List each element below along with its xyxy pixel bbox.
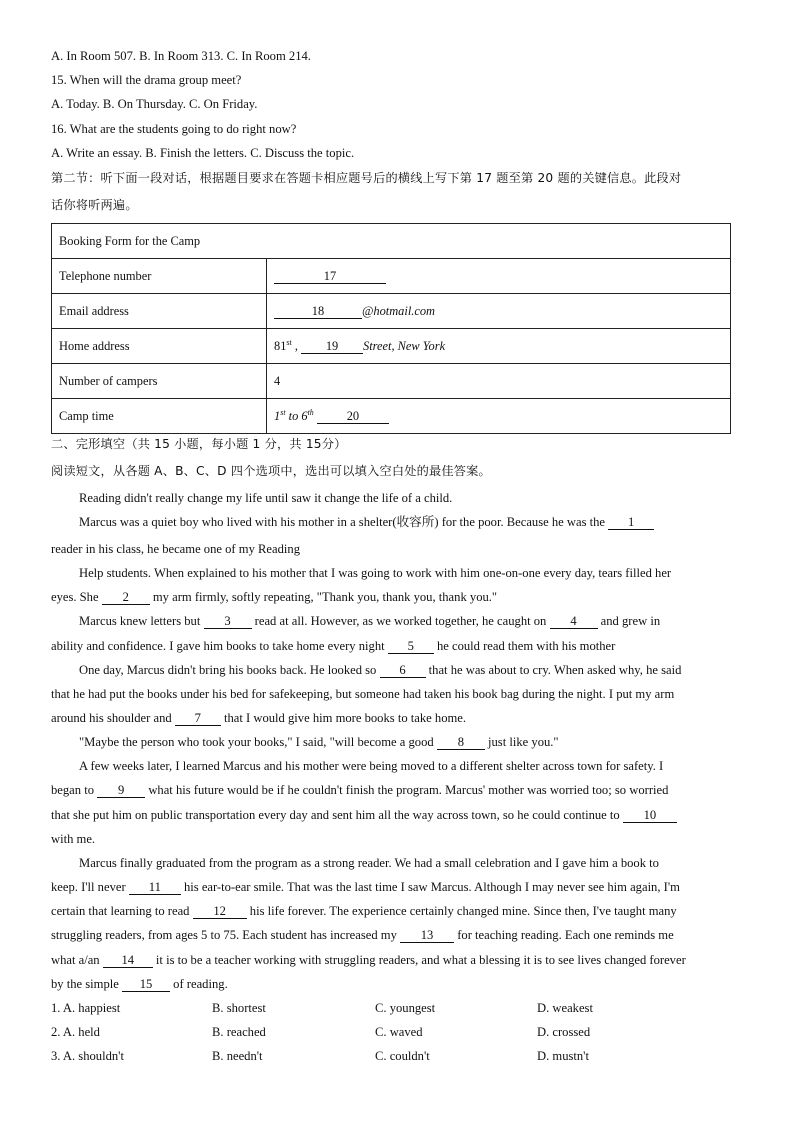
passage-line: Reading didn't really change my life until saw it change the life of a child. [79, 491, 453, 505]
option-b: B. needn't [212, 1049, 263, 1063]
passage-line: certain that learning to read 12 his life forever. The experience certainly changed mine. Since then, I've taught many [51, 904, 677, 918]
answer-blank-17: 17 [274, 270, 386, 284]
form-label: Telephone number [52, 259, 267, 294]
answer-blank-14: 14 [103, 954, 153, 968]
option-d: D. weakest [537, 1001, 593, 1015]
passage-line: with me. [51, 832, 96, 846]
passage-line: what a/an 14 it is to be a teacher working with struggling readers, and what a blessing it is to see lives changed forever [51, 953, 686, 967]
passage-line: Marcus knew letters but 3 read at all. However, as we worked together, he caught on 4 and grew in [79, 614, 661, 628]
option-d: D. crossed [537, 1025, 591, 1039]
option-a: 1. A. happiest [51, 1001, 121, 1015]
answer-blank-6: 6 [380, 664, 426, 678]
answer-blank-19: 19 [301, 340, 363, 354]
cloze-heading: 二、完形填空（共 15 小题，每小题 1 分，共 15分） [51, 437, 347, 451]
answer-blank-1: 1 [608, 516, 654, 530]
section2-instruction-line1: 第二节：听下面一段对话，根据题目要求在答题卡相应题号后的横线上写下第 17 题至第 20 题的关键信息。此段对 [51, 171, 682, 185]
form-label: Home address [52, 329, 267, 364]
answer-blank-4: 4 [550, 615, 598, 629]
form-value: 81st , 19 Street, New York [267, 329, 731, 364]
form-row-telephone [52, 259, 731, 294]
option-c: C. youngest [375, 1001, 436, 1015]
passage-line: A few weeks later, I learned Marcus and his mother were being moved to a different shelter across town for safety. I [79, 759, 664, 773]
form-title-row [52, 224, 731, 259]
answer-blank-5: 5 [388, 640, 434, 654]
passage-line: One day, Marcus didn't bring his books back. He looked so 6 that he was about to cry. When asked why, he said [79, 663, 682, 677]
q14-options: A. In Room 507. B. In Room 313. C. In Room 214. [51, 49, 311, 63]
passage-line: Help students. When explained to his mother that I was going to work with him one-on-one every day, tears filled her [79, 566, 672, 580]
form-label: Email address [52, 294, 267, 329]
passage-line: that he had put the books under his bed for safekeeping, but someone had taken his book bag during the night. I put my arm [51, 687, 675, 701]
passage-line: "Maybe the person who took your books," I said, "will become a good 8 just like you." [79, 735, 559, 749]
form-row-camp-time [52, 399, 731, 434]
passage-line: reader in his class, he became one of my Reading [51, 542, 300, 556]
passage-line: by the simple 15 of reading. [51, 977, 228, 991]
passage-line: Marcus finally graduated from the program as a strong reader. We had a small celebration and I gave him a book to [79, 856, 659, 870]
passage-line: ability and confidence. I gave him books to take home every night 5 he could read them with his mother [51, 639, 616, 653]
answer-blank-13: 13 [400, 929, 454, 943]
passage-line: eyes. She 2 my arm firmly, softly repeating, "Thank you, thank you, thank you." [51, 590, 498, 604]
section2-instruction-line2: 话你将听两遍。 [51, 198, 138, 212]
q15-options: A. Today. B. On Thursday. C. On Friday. [51, 97, 258, 111]
form-label: Number of campers [52, 364, 267, 399]
form-value [267, 399, 731, 434]
camp-end-suffix: th [307, 407, 314, 417]
q16-question: 16. What are the students going to do right now? [51, 122, 297, 136]
form-label: Camp time [52, 399, 267, 434]
camp-start-suffix: st [280, 407, 286, 417]
passage-line: around his shoulder and 7 that I would give him more books to take home. [51, 711, 467, 725]
form-value [267, 259, 731, 294]
option-c: C. couldn't [375, 1049, 430, 1063]
option-b: B. reached [212, 1025, 266, 1039]
q16-options: A. Write an essay. B. Finish the letters. C. Discuss the topic. [51, 146, 355, 160]
booking-form-table [51, 223, 731, 434]
address-number: 81 [274, 338, 287, 353]
option-a: 3. A. shouldn't [51, 1049, 124, 1063]
answer-blank-20: 20 [317, 410, 389, 424]
answer-blank-18: 18 [274, 305, 362, 319]
option-a: 2. A. held [51, 1025, 100, 1039]
form-row-campers [52, 364, 731, 399]
form-value [267, 294, 731, 329]
form-row-address [52, 329, 731, 364]
answer-blank-15: 15 [122, 978, 170, 992]
answer-blank-3: 3 [204, 615, 252, 629]
passage-line: began to 9 what his future would be if he couldn't finish the program. Marcus' mother was worried too; so worried [51, 783, 669, 797]
answer-blank-11: 11 [129, 881, 181, 895]
answer-blank-2: 2 [102, 591, 150, 605]
passage-line: struggling readers, from ages 5 to 75. Each student has increased my 13 for teaching reading. Each one reminds me [51, 928, 674, 942]
passage-line: Marcus was a quiet boy who lived with his mother in a shelter(收容所) for the poor. Because he was the 1 [79, 514, 654, 530]
answer-blank-10: 10 [623, 809, 677, 823]
answer-blank-12: 12 [193, 905, 247, 919]
passage-line: keep. I'll never 11 his ear-to-ear smile. That was the last time I saw Marcus. Although I may never see him again, I'm [51, 880, 680, 894]
camp-start: 1 [274, 408, 281, 423]
campers-value: 4 [267, 364, 731, 399]
option-b: B. shortest [212, 1001, 266, 1015]
q15-question: 15. When will the drama group meet? [51, 73, 242, 87]
answer-blank-7: 7 [175, 712, 221, 726]
address-street: Street, New York [363, 338, 446, 353]
address-number-suffix: st [286, 337, 292, 347]
form-row-email [52, 294, 731, 329]
option-c: C. waved [375, 1025, 423, 1039]
option-d: D. mustn't [537, 1049, 589, 1063]
camp-to: to 6 [285, 408, 308, 423]
answer-blank-8: 8 [437, 736, 485, 750]
form-title: Booking Form for the Camp [52, 224, 731, 259]
cloze-instruction: 阅读短文，从各题 A、B、C、D 四个选项中，选出可以填入空白处的最佳答案。 [51, 464, 491, 478]
email-suffix: @hotmail.com [362, 303, 436, 318]
answer-blank-9: 9 [97, 784, 145, 798]
passage-line: that she put him on public transportation every day and sent him all the way across town, so he could continue to 10 [51, 807, 677, 823]
